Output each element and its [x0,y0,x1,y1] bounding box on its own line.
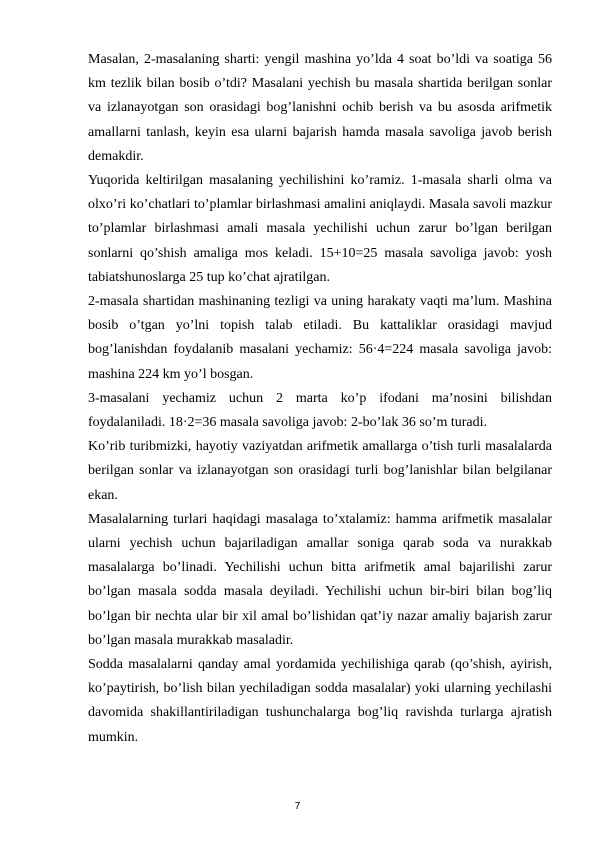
paragraph: Masalalarning turlari haqidagi masalaga to’xtalamiz: hamma arifmetik masalalar ularni yechish uchun bajariladigan amallar soniga qarab soda va nurakkab masalalarga bo’linadi. Yechilishi uchun bitta arifmetik amal bajarilishi zarur bo’lgan masala sodda masala deyiladi. Yechilishi uchun bir-biri bilan bog’liq bo’lgan bir nechta ular bir xil amal bo’lishidan qat’iy nazar amaliy bajarish zarur bo’lgan masala murakkab masaladir. [88,511,552,648]
page-number: 7 [294,801,301,812]
paragraph: 3-masalani yechamiz uchun 2 marta ko’p ifodani ma’nosini bilishdan foydalaniladi. 18·2=36 masala savoliga javob: 2-bo’lak 36 so’m turadi. [88,390,552,431]
paragraph: 2-masala shartidan mashinaning tezligi va uning harakaty vaqti ma’lum. Mashina bosib o’tgan yo’lni topish talab etiladi. Bu kattaliklar orasidagi mavjud bog’lanishdan foydalanib masalani yechamiz: 56·4=224 masala savoliga javob: mashina 224 km yo’l bosgan. [88,294,552,382]
paragraph: Yuqorida keltirilgan masalaning yechilishini ko’ramiz. 1-masala sharli olma va olxo’ri ko’chatlari to’plamlar birlashmasi amalini aniqlaydi. Masala savoli mazkur to’plamlar birlashmasi amali masala yechilishi uchun zarur bo’lgan berilgan sonlarni qo’shish amaliga mos keladi. 15+10=25 masala savoliga javob: yosh tabiatshunoslarga 25 tup ko’chat ajratilgan. [88,173,552,285]
paragraph: Ko’rib turibmizki, hayotiy vaziyatdan arifmetik amallarga o’tish turli masalalarda berilgan sonlar va izlanayotgan son orasidagi turli bog’lanishlar bilan belgilanar ekan. [88,439,552,503]
document-body [88,48,552,750]
paragraph: Masalan, 2-masalaning sharti: yengil mashina yo’lda 4 soat bo’ldi va soatiga 56 km tezlik bilan bosib o’tdi? Masalani yechish bu masala shartida berilgan sonlar va izlanayotgan son orasidagi bog’lanishni ochib berish va bu asosda arifmetik amallarni tanlash, keyin esa ularni bajarish hamda masala savoliga javob berish demakdir. [88,52,552,164]
paragraph: Sodda masalalarni qanday amal yordamida yechilishiga qarab (qo’shish, ayirish, ko’paytirish, bo’lish bilan yechiladigan sodda masalalar) yoki ularning yechilashi davomida shakillantiriladigan tushunchalarga bog’liq ravishda turlarga ajratish mumkin. [88,657,552,745]
